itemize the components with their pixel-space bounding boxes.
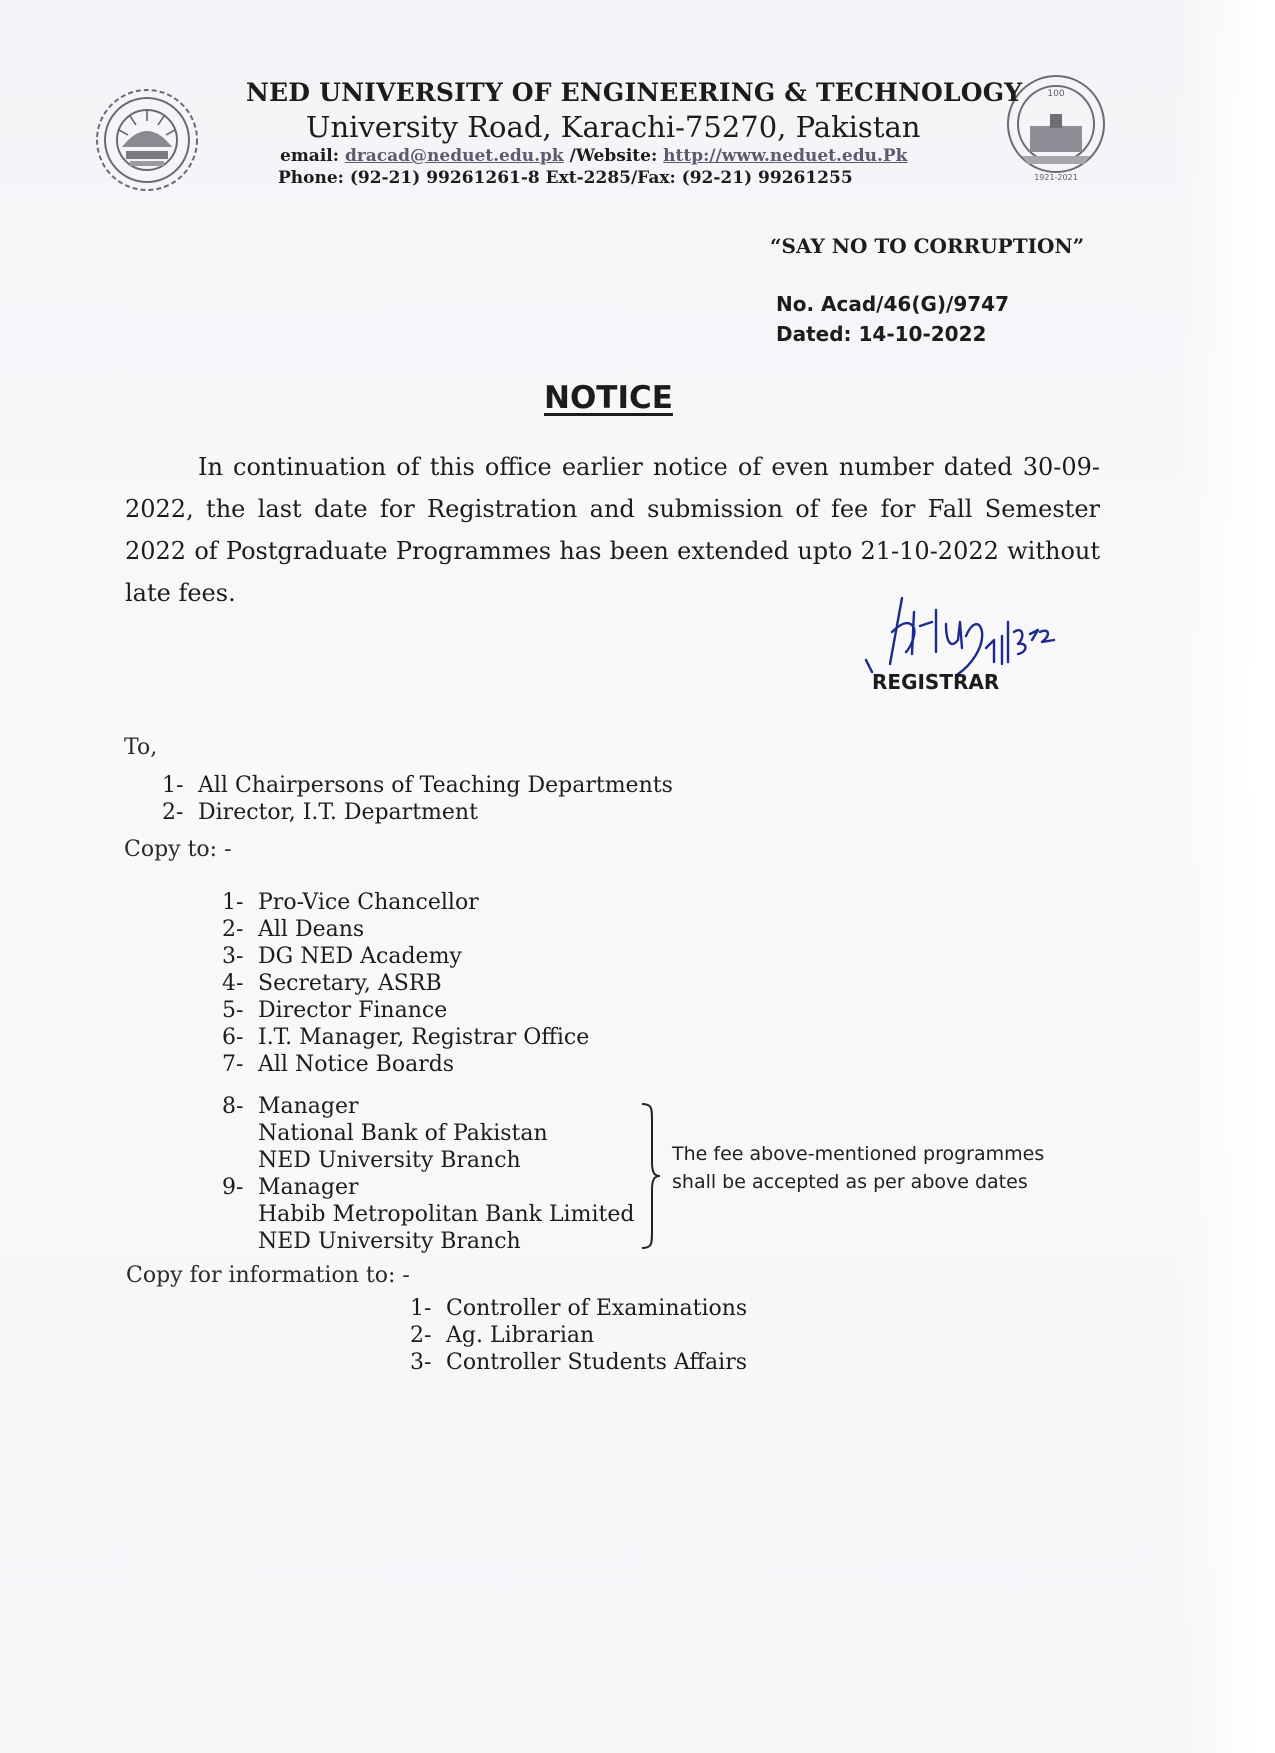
bank-note-line: The fee above-mentioned programmes: [672, 1143, 1045, 1165]
list-item: [410, 1349, 747, 1376]
item-text: Controller Students Affairs: [446, 1350, 748, 1375]
page-edge: [1175, 0, 1275, 1753]
item-number: 3-: [410, 1350, 432, 1375]
copy-info-label: Copy for information to: -: [126, 1263, 410, 1288]
item-number: 1-: [222, 890, 244, 915]
list-item: [222, 1024, 589, 1051]
email-link[interactable]: dracad@neduet.edu.pk: [344, 146, 564, 166]
item-number: 2-: [162, 800, 184, 825]
notice-title: NOTICE: [544, 380, 673, 416]
website-link[interactable]: http://www.neduet.edu.Pk: [663, 146, 908, 166]
item-text: All Chairpersons of Teaching Departments: [198, 773, 673, 798]
notice-body: [125, 446, 1100, 614]
item-number: 1-: [410, 1296, 432, 1321]
registrar-signature: [862, 592, 1072, 682]
bank-entry: [222, 1093, 634, 1120]
motto: “SAY NO TO CORRUPTION”: [770, 234, 1085, 258]
bank-line: NED University Branch: [258, 1148, 521, 1173]
svg-text:100: 100: [1047, 89, 1065, 99]
item-text: Pro-Vice Chancellor: [258, 890, 479, 915]
university-name: NED UNIVERSITY OF ENGINEERING & TECHNOLOGY: [246, 78, 1023, 107]
list-item: [162, 799, 673, 826]
copy-to-list: [222, 889, 589, 1078]
item-text: Director Finance: [258, 998, 448, 1023]
item-number: 6-: [222, 1025, 244, 1050]
reference-date: Dated: 14-10-2022: [776, 322, 987, 346]
to-label: To,: [124, 735, 158, 760]
bank-line: Manager: [258, 1094, 359, 1119]
bank-recipients: [222, 1093, 634, 1255]
email-label: email:: [280, 146, 340, 166]
copy-info-list: [410, 1295, 747, 1376]
to-list: [162, 772, 673, 826]
ned-university-logo: [92, 85, 202, 195]
bank-line: NED University Branch: [258, 1229, 521, 1254]
item-text: All Notice Boards: [258, 1052, 455, 1077]
bank-entry: [222, 1174, 634, 1201]
list-item: [162, 772, 673, 799]
bank-line: National Bank of Pakistan: [258, 1121, 548, 1146]
list-item: [222, 916, 589, 943]
list-item: [222, 1051, 589, 1078]
website-label: /Website:: [569, 146, 658, 166]
item-number: 7-: [222, 1052, 244, 1077]
curly-brace: [640, 1102, 662, 1250]
notice-body-text: In continuation of this office earlier notice of even number dated 30-09-2022, the last date for Registration and submission of fee for Fall Semester 2022 of Postgraduate Programmes has been extended upto 21-10-2022 without late fees.: [125, 453, 1100, 607]
contact-email-website: [280, 146, 907, 166]
copy-to-label: Copy to: -: [124, 837, 232, 862]
list-item: [410, 1295, 747, 1322]
item-text: Secretary, ASRB: [258, 971, 442, 996]
item-number: 8-: [222, 1094, 244, 1119]
svg-text:1921-2021: 1921-2021: [1034, 173, 1078, 182]
item-text: I.T. Manager, Registrar Office: [258, 1025, 590, 1050]
bank-line: Habib Metropolitan Bank Limited: [258, 1202, 635, 1227]
bank-line: Manager: [258, 1175, 359, 1200]
item-number: 9-: [222, 1175, 244, 1200]
item-number: 2-: [410, 1323, 432, 1348]
item-text: Controller of Examinations: [446, 1296, 748, 1321]
item-number: 5-: [222, 998, 244, 1023]
signatory-designation: REGISTRAR: [872, 670, 1000, 694]
list-item: [222, 970, 589, 997]
contact-phone-fax: Phone: (92-21) 99261261-8 Ext-2285/Fax: (92-21) 99261255: [278, 168, 853, 188]
reference-number: No. Acad/46(G)/9747: [776, 292, 1009, 316]
list-item: [222, 943, 589, 970]
list-item: [222, 889, 589, 916]
university-address: University Road, Karachi-75270, Pakistan: [306, 110, 921, 144]
item-text: Ag. Librarian: [446, 1323, 595, 1348]
item-number: 3-: [222, 944, 244, 969]
list-item: [222, 997, 589, 1024]
bank-note-line: shall be accepted as per above dates: [672, 1171, 1028, 1193]
item-text: DG NED Academy: [258, 944, 462, 969]
item-number: 1-: [162, 773, 184, 798]
item-number: 4-: [222, 971, 244, 996]
bank-note: [672, 1140, 1044, 1196]
item-number: 2-: [222, 917, 244, 942]
list-item: [410, 1322, 747, 1349]
item-text: All Deans: [258, 917, 365, 942]
item-text: Director, I.T. Department: [198, 800, 478, 825]
